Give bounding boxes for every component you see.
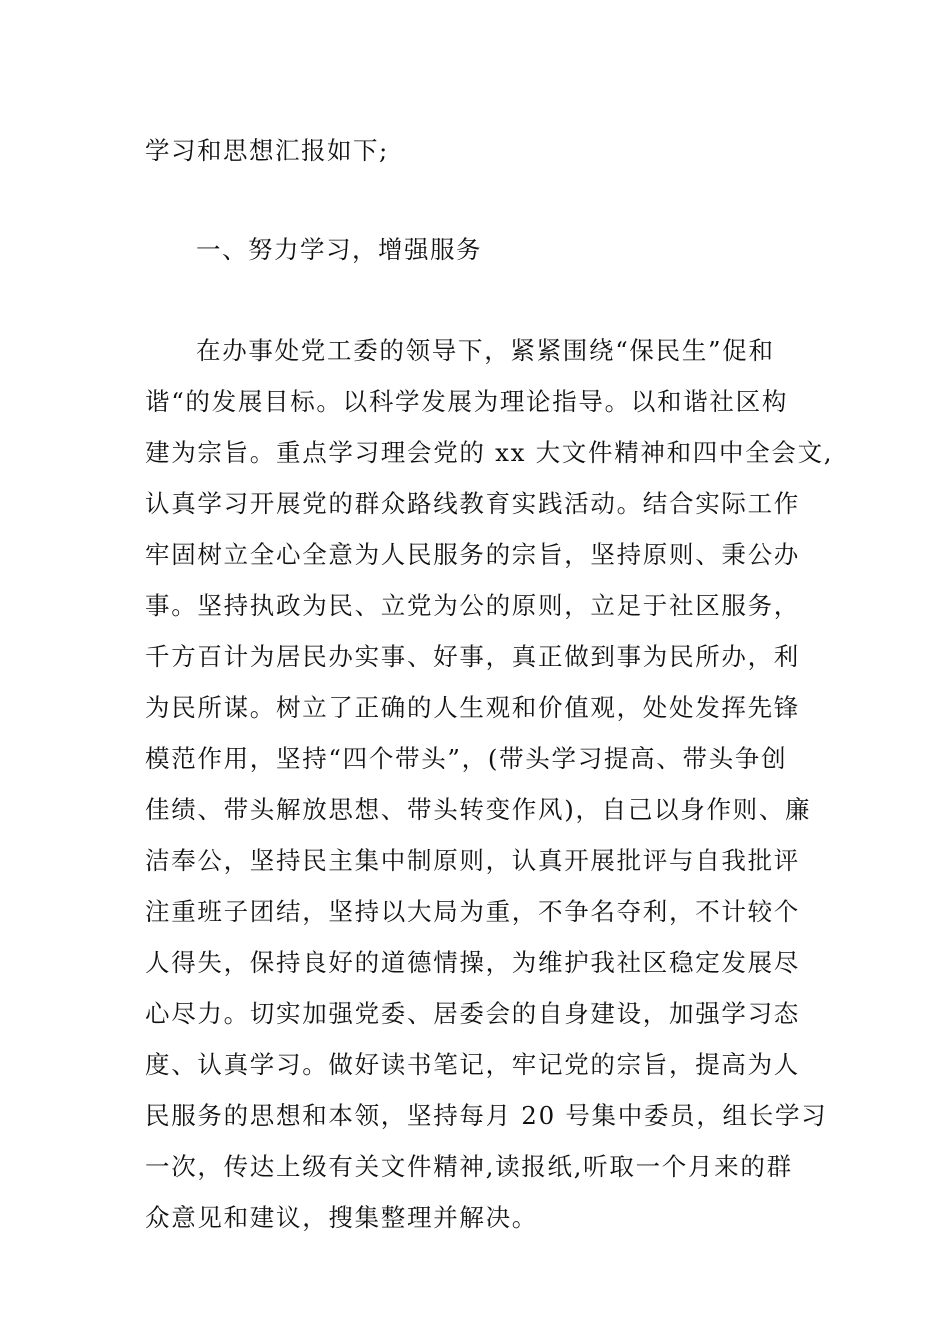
- paragraph-line: 民服务的思想和本领，坚持每月 20 号集中委员，组长学习: [145, 1101, 828, 1130]
- paragraph-line: 牢固树立全心全意为人民服务的宗旨，坚持原则、秉公办: [145, 540, 800, 569]
- paragraph-line: 众意见和建议，搜集整理并解决。: [145, 1203, 538, 1232]
- body-paragraph: [145, 336, 834, 1254]
- intro-line: 学习和思想汇报如下;: [145, 136, 389, 165]
- paragraph-line: 佳绩、带头解放思想、带头转变作风)，自己以身作则、廉: [145, 795, 812, 824]
- section-heading: 一、努力学习，增强服务: [196, 235, 482, 264]
- paragraph-line: 注重班子团结，坚持以大局为重，不争名夺利，不计较个: [145, 897, 800, 926]
- paragraph-line: 人得失，保持良好的道德情操，为维护我社区稳定发展尽: [145, 948, 800, 977]
- paragraph-line: 洁奉公，坚持民主集中制原则，认真开展批评与自我批评: [145, 846, 800, 875]
- paragraph-line: 建为宗旨。重点学习理会党的 xx 大文件精神和四中全会文,: [145, 438, 834, 467]
- paragraph-line: 一次，传达上级有关文件精神,读报纸,听取一个月来的群: [145, 1152, 793, 1181]
- paragraph-line: 事。坚持执政为民、立党为公的原则，立足于社区服务，: [145, 591, 800, 620]
- paragraph-line: 为民所谋。树立了正确的人生观和价值观，处处发挥先锋: [145, 693, 800, 722]
- paragraph-line: 认真学习开展党的群众路线教育实践活动。结合实际工作: [145, 489, 800, 518]
- paragraph-line: 模范作用，坚持“四个带头”，(带头学习提高、带头争创: [145, 744, 788, 773]
- paragraph-line: 在办事处党工委的领导下，紧紧围绕“保民生”促和: [196, 336, 775, 365]
- paragraph-line: 谐“的发展目标。以科学发展为理论指导。以和谐社区构: [145, 387, 789, 416]
- paragraph-line: 度、认真学习。做好读书笔记，牢记党的宗旨，提高为人: [145, 1050, 800, 1079]
- paragraph-line: 千方百计为居民办实事、好事，真正做到事为民所办，利: [145, 642, 800, 671]
- paragraph-line: 心尽力。切实加强党委、居委会的自身建设，加强学习态: [145, 999, 800, 1028]
